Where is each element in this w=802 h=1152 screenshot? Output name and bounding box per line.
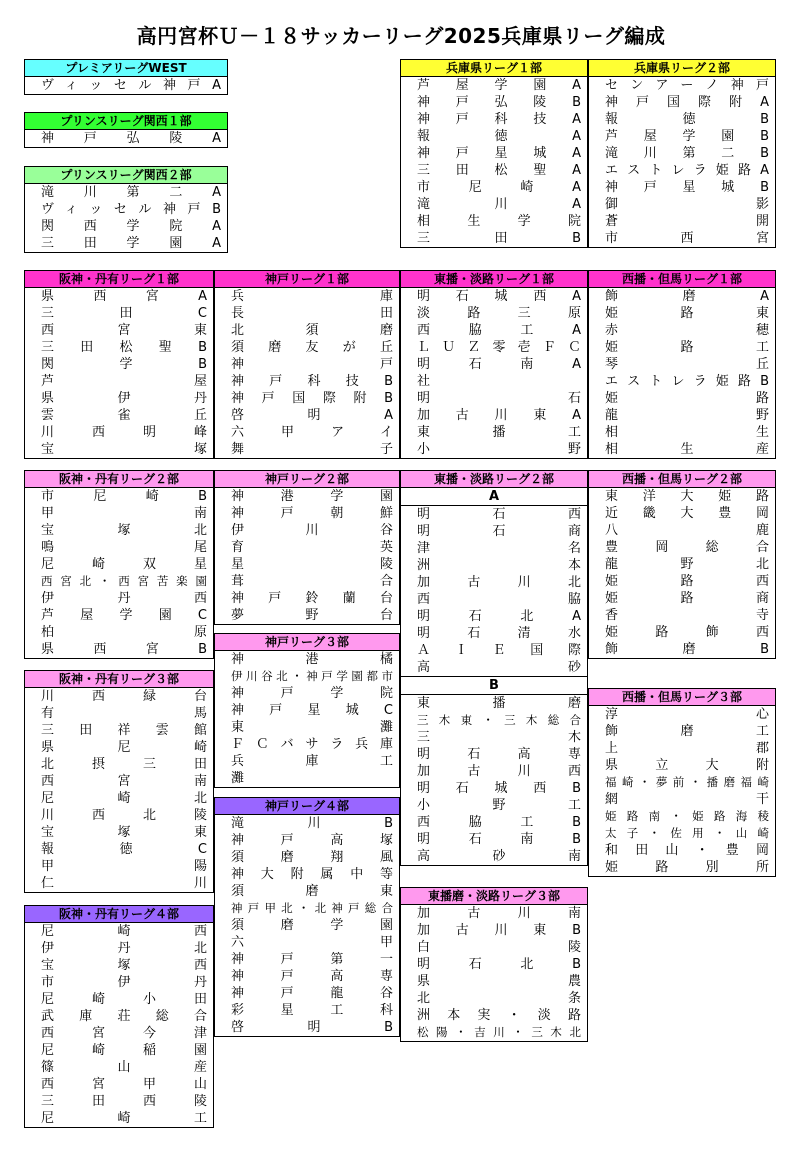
team-row: 西宮甲山 — [41, 1077, 207, 1092]
team-row: 滝川第二B — [605, 146, 769, 161]
team-row: 神戸高塚 — [231, 833, 393, 848]
team-row: 明石北A — [417, 609, 581, 624]
team-row: 神港橘 — [231, 652, 393, 667]
team-row: 相生産 — [605, 442, 769, 457]
team-row: 明石城西B — [417, 781, 581, 796]
league-header: 西播・但馬リーグ３部 — [589, 689, 775, 706]
team-row: 淡路三原 — [417, 306, 581, 321]
team-row: 神戸国際附A — [605, 95, 769, 110]
league-block-kobe3 — [214, 633, 400, 788]
team-row: 明石 — [417, 391, 581, 406]
team-row: 宝塚北 — [41, 523, 207, 538]
team-row: 神戸星城C — [231, 703, 393, 718]
team-row: 宝塚 — [41, 442, 207, 457]
league-header: 東播・淡路リーグ２部 — [401, 471, 587, 488]
group-label: A — [401, 488, 587, 506]
team-row: エストレラ姫路A — [605, 163, 769, 178]
team-row: 神戸龍谷 — [231, 986, 393, 1001]
league-block-hanshin2 — [24, 470, 214, 659]
team-row: 八鹿 — [605, 523, 769, 538]
team-row: 西宮東 — [41, 323, 207, 338]
team-row: 豊岡総合 — [605, 540, 769, 555]
team-row: 加古川北 — [417, 575, 581, 590]
team-row: 北摂三田 — [41, 757, 207, 772]
team-row: 報徳B — [605, 112, 769, 127]
team-row: 社 — [417, 374, 431, 389]
team-row: 県尼崎 — [41, 740, 207, 755]
team-row: 篠山産 — [41, 1060, 207, 1075]
team-row: 姫路商 — [605, 591, 769, 606]
team-row: 三田松聖B — [41, 340, 207, 355]
team-row: 市尼崎B — [41, 489, 207, 504]
team-row: 神戸鈴蘭台 — [231, 591, 393, 606]
team-row: 加古川南 — [417, 906, 581, 921]
league-header: 神戸リーグ１部 — [215, 271, 399, 288]
team-row: 和田山・豊岡 — [605, 843, 769, 858]
team-row: 赤穂 — [605, 323, 769, 338]
team-row: 香寺 — [605, 608, 769, 623]
team-row: 川西北陵 — [41, 808, 207, 823]
team-row: 相生 — [605, 425, 769, 440]
team-row: 東播磨 — [417, 696, 581, 711]
team-row: 姫路東 — [605, 306, 769, 321]
team-row: 小野工 — [417, 798, 581, 813]
team-row: 西宮南 — [41, 774, 207, 789]
league-header: 阪神・丹有リーグ４部 — [25, 906, 213, 923]
league-header: プリンスリーグ関西２部 — [25, 167, 227, 184]
team-row: 鳴尾 — [41, 540, 207, 555]
league-header: 兵庫県リーグ２部 — [589, 60, 775, 77]
team-row: 御影 — [605, 197, 769, 212]
team-row: 関西学院A — [41, 219, 221, 234]
team-row: 伊川谷 — [231, 523, 393, 538]
team-row: ＬＵＺ零壱ＦＣ — [417, 340, 581, 355]
team-row: 兵庫工 — [231, 754, 393, 769]
league-block-tobanawaji1 — [400, 270, 588, 459]
team-row: 尼崎工 — [41, 1111, 207, 1126]
team-row: 神戸星城A — [417, 146, 581, 161]
team-row: 市伊丹 — [41, 975, 207, 990]
team-row: 葺合 — [231, 574, 393, 589]
team-row: 三田松聖A — [417, 163, 581, 178]
team-row: 三田西陵 — [41, 1094, 207, 1109]
page-title: 高円宮杯Ｕ－１８サッカーリーグ2025兵庫県リーグ編成 — [136, 24, 666, 48]
team-row: 市西宮 — [605, 231, 769, 246]
league-block-prince1 — [24, 112, 228, 148]
team-row: 神戸弘陵B — [417, 95, 581, 110]
team-row: 啓明B — [231, 1020, 393, 1035]
team-row: 神戸甲北・北神戸総合 — [231, 901, 393, 915]
team-row: 宝塚西 — [41, 958, 207, 973]
team-row: 有馬 — [41, 706, 207, 721]
team-row: 洲本実・淡路 — [417, 1008, 581, 1023]
league-block-hyogo1 — [400, 59, 588, 248]
league-block-seiban2 — [588, 470, 776, 659]
team-row: 相生学院 — [417, 214, 581, 229]
team-row: 北須磨 — [231, 323, 393, 338]
team-row: 須磨友が丘 — [231, 340, 393, 355]
league-header: 東播・淡路リーグ１部 — [401, 271, 587, 288]
team-row: 県西宮B — [41, 642, 207, 657]
team-row: 滝川B — [231, 816, 393, 831]
team-row: 小野 — [417, 442, 581, 457]
team-row: 蒼開 — [605, 214, 769, 229]
team-row: 三田学園A — [41, 236, 221, 251]
team-row: 西宮今津 — [41, 1026, 207, 1041]
team-row: 西脇 — [417, 592, 581, 607]
team-row: 近畿大豊岡 — [605, 506, 769, 521]
team-row: 芦屋学園C — [41, 608, 207, 623]
team-row: 神大附属中等 — [231, 867, 393, 882]
team-row: 柏原 — [41, 625, 207, 640]
team-row: 芦屋 — [41, 374, 207, 389]
team-row: 須磨東 — [231, 884, 393, 899]
team-row: 北条 — [417, 991, 581, 1006]
team-row: ヴィッセル神戸B — [41, 202, 221, 217]
team-row: 三田祥雲館 — [41, 723, 207, 738]
team-row: 伊丹北 — [41, 941, 207, 956]
team-row: 三木 — [417, 730, 581, 745]
team-row: 神戸科技B — [231, 374, 393, 389]
team-row: 琴丘 — [605, 357, 769, 372]
team-row: 滝川第二A — [41, 185, 221, 200]
team-row: 明石清水 — [417, 626, 581, 641]
team-row: 芦屋学園A — [417, 78, 581, 93]
team-row: 太子・佐用・山崎 — [605, 826, 769, 840]
league-block-tobanawaji2 — [400, 470, 588, 866]
team-row: 姫路別所 — [605, 860, 769, 875]
team-row: 灘 — [231, 771, 245, 786]
league-header: 西播・但馬リーグ１部 — [589, 271, 775, 288]
team-row: 明石商 — [417, 524, 581, 539]
team-row: 県農 — [417, 974, 581, 989]
team-row: 松陽・吉川・三木北 — [417, 1025, 581, 1039]
team-row: 芦屋学園B — [605, 129, 769, 144]
team-row: 飾磨B — [605, 642, 769, 657]
team-row: 神戸科技A — [417, 112, 581, 127]
team-row: 明石西 — [417, 507, 581, 522]
team-row: 尼崎小田 — [41, 992, 207, 1007]
team-row: 姫路西 — [605, 574, 769, 589]
league-header: 阪神・丹有リーグ２部 — [25, 471, 213, 488]
team-row: ＦＣバサラ兵庫 — [231, 737, 393, 752]
team-row: 上郡 — [605, 741, 769, 756]
team-row: 加古川西 — [417, 764, 581, 779]
team-row: 龍野 — [605, 408, 769, 423]
team-row: 県立大附 — [605, 758, 769, 773]
team-row: 神戸朝鮮 — [231, 506, 393, 521]
team-row: 仁川 — [41, 876, 207, 891]
league-header: 神戸リーグ３部 — [215, 634, 399, 651]
team-row: 甲南 — [41, 506, 207, 521]
team-row: 神港学園 — [231, 489, 393, 504]
league-block-seiban3 — [588, 688, 776, 877]
league-header: 兵庫県リーグ１部 — [401, 60, 587, 77]
league-block-kobe1 — [214, 270, 400, 459]
team-row: 尼崎稲園 — [41, 1043, 207, 1058]
team-row: 彩星工科 — [231, 1003, 393, 1018]
league-header: 阪神・丹有リーグ３部 — [25, 671, 213, 688]
team-row: 神戸高専 — [231, 969, 393, 984]
league-block-hanshin3 — [24, 670, 214, 893]
team-row: 加古川東A — [417, 408, 581, 423]
team-row: 須磨翔風 — [231, 850, 393, 865]
team-row: 西脇工A — [417, 323, 581, 338]
team-row: 県西宮A — [41, 289, 207, 304]
league-header: 神戸リーグ２部 — [215, 471, 399, 488]
team-row: 六甲アイ — [231, 425, 393, 440]
team-row: 須磨学園 — [231, 918, 393, 933]
team-row: 甲陽 — [41, 859, 207, 874]
team-row: 神戸星城B — [605, 180, 769, 195]
team-row: 尼崎西 — [41, 924, 207, 939]
team-row: 洲本 — [417, 558, 581, 573]
team-row: 星陵 — [231, 557, 393, 572]
league-header: 神戸リーグ４部 — [215, 798, 399, 815]
team-row: 尼崎北 — [41, 791, 207, 806]
team-row: 姫路 — [605, 391, 769, 406]
team-row: 宝塚東 — [41, 825, 207, 840]
team-row: 川西明峰 — [41, 425, 207, 440]
league-header: 東播磨・淡路リーグ３部 — [401, 888, 587, 905]
team-row: 舞子 — [231, 442, 393, 457]
team-row: 飾磨工 — [605, 724, 769, 739]
team-row: 報徳C — [41, 842, 207, 857]
team-row: 三田B — [417, 231, 581, 246]
team-row: 滝川A — [417, 197, 581, 212]
team-row: 東灘 — [231, 720, 393, 735]
team-row: 東播工 — [417, 425, 581, 440]
league-block-hanshin4 — [24, 905, 214, 1128]
team-row: 神戸国際附B — [231, 391, 393, 406]
team-row: 神戸第一 — [231, 952, 393, 967]
team-row: 姫路工 — [605, 340, 769, 355]
team-row: 夢野台 — [231, 608, 393, 623]
league-header: 阪神・丹有リーグ１部 — [25, 271, 213, 288]
team-row: 網干 — [605, 792, 769, 807]
league-block-hyogo2 — [588, 59, 776, 248]
team-row: 白陵 — [417, 940, 581, 955]
team-row: 淳心 — [605, 707, 769, 722]
team-row: 雲雀丘 — [41, 408, 207, 423]
team-row: 神戸 — [231, 357, 393, 372]
league-header: プリンスリーグ関西１部 — [25, 113, 227, 130]
group-label: B — [401, 676, 587, 695]
team-row: 尼崎双星 — [41, 557, 207, 572]
team-row: 姫路飾西 — [605, 625, 769, 640]
league-block-kobe4 — [214, 797, 400, 1037]
team-row: 龍野北 — [605, 557, 769, 572]
team-row: 武庫荘総合 — [41, 1009, 207, 1024]
team-row: 三木東・三木総合 — [417, 713, 581, 727]
team-row: ＡＩＥ国際 — [417, 643, 581, 658]
team-row: 県伊丹 — [41, 391, 207, 406]
league-header: プレミアリーグWEST — [25, 60, 227, 77]
team-row: 高砂 — [417, 660, 581, 675]
team-row: 兵庫 — [231, 289, 393, 304]
league-block-premier — [24, 59, 228, 95]
team-row: 三田C — [41, 306, 207, 321]
team-row: エストレラ姫路B — [605, 374, 769, 389]
team-row: センアーノ神戸 — [605, 78, 769, 93]
league-block-hanshin1 — [24, 270, 214, 459]
team-row: 西脇工B — [417, 815, 581, 830]
team-row: 報徳A — [417, 129, 581, 144]
team-row: 明石高専 — [417, 747, 581, 762]
league-block-prince2 — [24, 166, 228, 253]
league-block-kobe2 — [214, 470, 400, 625]
team-row: 明石城西A — [417, 289, 581, 304]
team-row: 神戸弘陵A — [41, 131, 221, 146]
team-row: 明石南A — [417, 357, 581, 372]
team-row: 伊丹西 — [41, 591, 207, 606]
team-row: 関学B — [41, 357, 207, 372]
team-row: 明石南B — [417, 832, 581, 847]
team-row: 市尼崎A — [417, 180, 581, 195]
team-row: 高砂南 — [417, 849, 581, 864]
team-row: 津名 — [417, 541, 581, 556]
team-row: 東洋大姫路 — [605, 489, 769, 504]
team-row: 福崎・夢前・播磨福崎 — [605, 775, 769, 789]
league-block-tobanawaji3 — [400, 887, 588, 1042]
team-row: 加古川東B — [417, 923, 581, 938]
team-row: 六甲 — [231, 935, 393, 950]
team-row: 川西緑台 — [41, 689, 207, 704]
team-row: 姫路南・姫路海稜 — [605, 809, 769, 823]
team-row: 伊川谷北・神戸学園都市 — [231, 669, 393, 683]
league-block-seiban1 — [588, 270, 776, 459]
team-row: ヴィッセル神戸A — [41, 78, 221, 93]
team-row: 飾磨A — [605, 289, 769, 304]
team-row: 明石北B — [417, 957, 581, 972]
league-header: 西播・但馬リーグ２部 — [589, 471, 775, 488]
team-row: 長田 — [231, 306, 393, 321]
team-row: 啓明A — [231, 408, 393, 423]
team-row: 西宮北・西宮苦楽園 — [41, 574, 207, 588]
team-row: 神戸学院 — [231, 686, 393, 701]
team-row: 育英 — [231, 540, 393, 555]
